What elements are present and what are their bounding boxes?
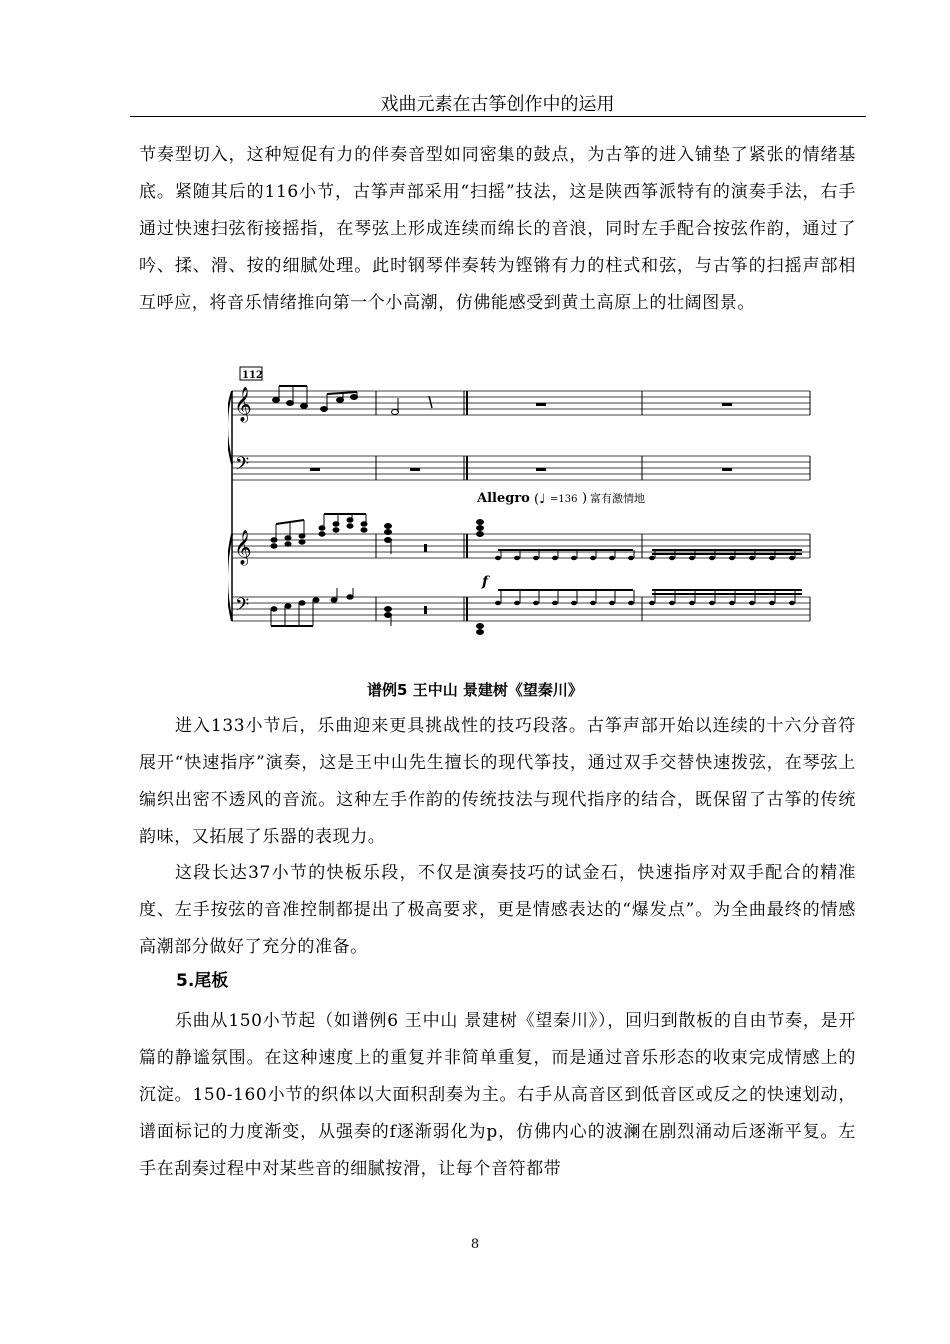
lower-sixteenth-note <box>749 601 755 605</box>
lower-eighth-note <box>571 601 577 605</box>
lower-sixteenth-note <box>669 601 675 605</box>
upper-eighth-note <box>552 556 558 560</box>
upper-eighth-note <box>590 556 596 560</box>
bass-clef-2: 𝄢 <box>235 454 250 479</box>
upper-eighth-note <box>628 556 634 560</box>
upper-eighth-note <box>571 556 577 560</box>
lower-sixteenth-note <box>709 601 715 605</box>
lower-eighth-note <box>628 601 634 605</box>
bass-clef-4: 𝄢 <box>235 595 250 620</box>
lower-eighth-note <box>609 601 615 605</box>
lower-eighth-note <box>590 601 596 605</box>
upper-sixteenth-note <box>769 556 775 560</box>
lower-sixteenth-note <box>729 601 735 605</box>
upper-sixteenth-note <box>669 556 675 560</box>
lower-eighth-note <box>514 601 520 605</box>
upper-eighth-note <box>514 556 520 560</box>
paragraph-4: 乐曲从150小节起（如谱例6 王中山 景建树《望秦川》），回归到散板的自由节奏，是开篇的静谧氛围。在这种速度上的重复并非简单重复，而是通过音乐形态的收束完成情感上的沉淀。150-160小节的织体以大面积刮奏为主。右手从高音区到低音区或反之的快速划动，谱面标记的力度渐变，从强奏的f逐渐弱化为p，仿佛内心的波澜在剧烈涌动后逐渐平复。左手在刮奏过程中对某些音的细腻按滑，让每个音符都带 <box>139 1011 856 1179</box>
treble-clef-3: 𝄞 <box>234 530 252 565</box>
upper-sixteenth-note <box>729 556 735 560</box>
upper-sixteenth-note <box>709 556 715 560</box>
music-score-figure <box>228 364 814 644</box>
tempo-value: =136 <box>550 494 578 505</box>
paragraph-3: 这段长达37小节的快板乐段，不仅是演奏技巧的试金石，快速指序对双手配合的精准度、左手按弦的音准控制都提出了极高要求，更是情感表达的“爆发点”。为全曲最终的情感高潮部分做好了充分的准备。 <box>139 863 856 957</box>
paragraph-2: 进入133小节后，乐曲迎来更具挑战性的技巧段落。古筝声部开始以连续的十六分音符展开“快速指序”演奏，这是王中山先生擅长的现代筝技，通过双手交替快速拨弦，在琴弦上编织出密不透风的音流。这种左手作韵的传统技法与现代指序的结合，既保留了古筝的传统韵味，又拓展了乐器的表现力。 <box>139 716 856 847</box>
lower-sixteenth-note <box>649 601 655 605</box>
lower-eighth-note <box>533 601 539 605</box>
upper-sixteenth-note <box>749 556 755 560</box>
notes-staff-1 <box>273 386 433 415</box>
section-heading: 5.尾板 <box>176 971 229 991</box>
lower-eighth-note <box>495 601 501 605</box>
lower-sixteenth-note <box>689 601 695 605</box>
measure-number: 112 <box>242 370 263 381</box>
running-header: 戏曲元素在古筝创作中的运用 <box>380 94 615 115</box>
figure-caption: 谱例5 王中山 景建树《望秦川》 <box>367 681 583 699</box>
dynamic-marking: f <box>482 574 489 590</box>
upper-sixteenth-note <box>789 556 795 560</box>
tempo-close-paren: ) <box>582 491 588 506</box>
upper-eighth-note <box>533 556 539 560</box>
upper-eighth-note <box>495 556 501 560</box>
rests <box>310 403 732 614</box>
page-number: 8 <box>470 1237 480 1252</box>
paragraph-1: 节奏型切入，这种短促有力的伴奏音型如同密集的鼓点，为古筝的进入铺垫了紧张的情绪基底。紧随其后的116小节，古筝声部采用“扫摇”技法，这是陕西筝派特有的演奏手法，右手通过快速扫弦衔接摇指，在琴弦上形成连续而绵长的音浪，同时左手配合按弦作韵，通过了吟、揉、滑、按的细腻处理。此时钢琴伴奏转为铿锵有力的柱式和弦，与古筝的扫摇声部相互呼应，将音乐情绪推向第一个小高潮，仿佛能感受到黄土高原上的壮阔图景。 <box>139 145 856 313</box>
quarter-note-symbol: (♩ <box>534 492 546 507</box>
lower-eighth-note <box>552 601 558 605</box>
expression-marking: 富有激情地 <box>590 492 645 505</box>
bar-lines <box>376 391 810 621</box>
header-rule <box>130 116 866 117</box>
lower-sixteenth-note <box>789 601 795 605</box>
upper-eighth-note <box>609 556 615 560</box>
notes-staff-4 <box>271 588 802 635</box>
upper-sixteenth-note <box>649 556 655 560</box>
tempo-marking: Allegro <box>477 491 530 506</box>
lower-sixteenth-note <box>769 601 775 605</box>
treble-clef-1: 𝄞 <box>234 387 252 422</box>
upper-sixteenth-note <box>689 556 695 560</box>
